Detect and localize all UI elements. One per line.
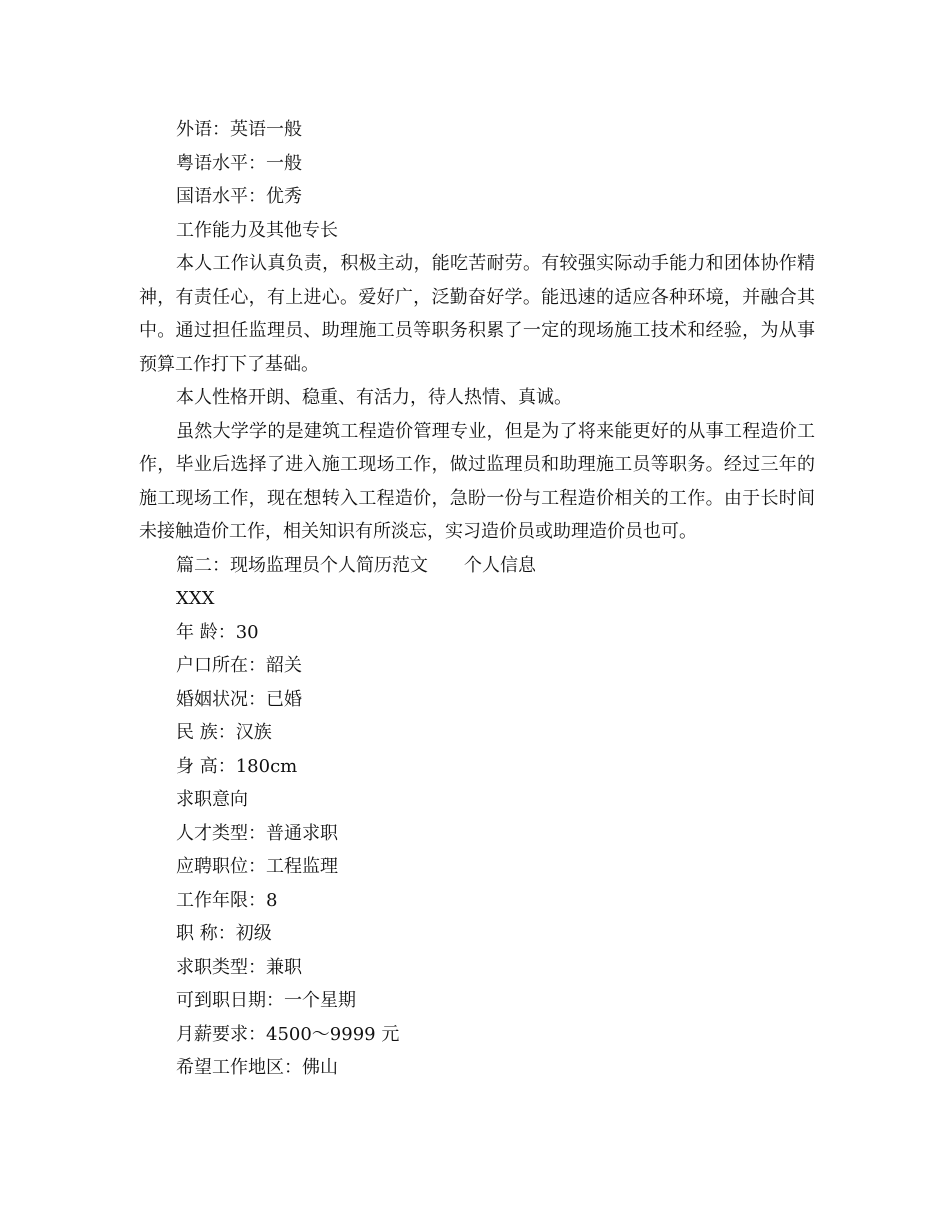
text-line-name: XXX: [176, 588, 215, 609]
text-line-work-years: 工作年限：8: [176, 889, 278, 911]
heading-job-intention: 求职意向: [176, 789, 248, 810]
text-line-title: 职 称：初级: [176, 923, 272, 944]
text-line-cantonese-level: 粤语水平：一般: [176, 152, 302, 174]
section-subheading: 个人信息: [464, 554, 536, 576]
text-line-hukou: 户口所在：韶关: [176, 655, 302, 676]
text-line-marital-status: 婚姻状况：已婚: [176, 688, 302, 710]
paragraph-personality: 本人性格开朗、稳重、有活力，待人热情、真诚。: [176, 387, 572, 408]
text-line-talent-type: 人才类型：普通求职: [176, 822, 338, 844]
text-line-availability: 可到职日期：一个星期: [176, 990, 356, 1011]
text-line-height: 身 高：180cm: [176, 755, 298, 777]
text-line-work-location: 希望工作地区：佛山: [176, 1057, 338, 1078]
text-line-ethnicity: 民 族：汉族: [176, 722, 272, 743]
text-line-job-type: 求职类型：兼职: [176, 956, 302, 978]
text-line-position: 应聘职位：工程监理: [176, 856, 338, 877]
text-line-salary: 月薪要求：4500～9999 元: [176, 1023, 400, 1045]
text-line-age: 年 龄：30: [176, 621, 259, 643]
paragraph-career-goal: 虽然大学学的是建筑工程造价管理专业，但是为了将来能更好的从事工程造价工作，毕业后选择了进入施工现场工作，做过监理员和助理施工员等职务。经过三年的施工现场工作，现在想转入工程造价，急盼一份与工程造价相关的工作。由于长时间未接触造价工作，相关知识有所淡忘，实习造价员或助理造价员也可。: [139, 420, 815, 542]
section-heading-line: [139, 549, 815, 583]
document-content: [139, 113, 815, 1085]
text-line-foreign-language: 外语：英语一般: [176, 119, 302, 140]
text-line-mandarin-level: 国语水平：优秀: [176, 186, 302, 207]
paragraph-self-assessment: 本人工作认真负责，积极主动，能吃苦耐劳。有较强实际动手能力和团体协作精神，有责任心，有上进心。爱好广，泛勤奋好学。能迅速的适应各种环境，并融合其中。通过担任监理员、助理施工员等职务积累了一定的现场施工技术和经验，为从事预算工作打下了基础。: [139, 253, 815, 375]
section-heading: 篇二：现场监理员个人简历范文: [176, 554, 428, 576]
heading-work-ability: 工作能力及其他专长: [176, 219, 338, 241]
